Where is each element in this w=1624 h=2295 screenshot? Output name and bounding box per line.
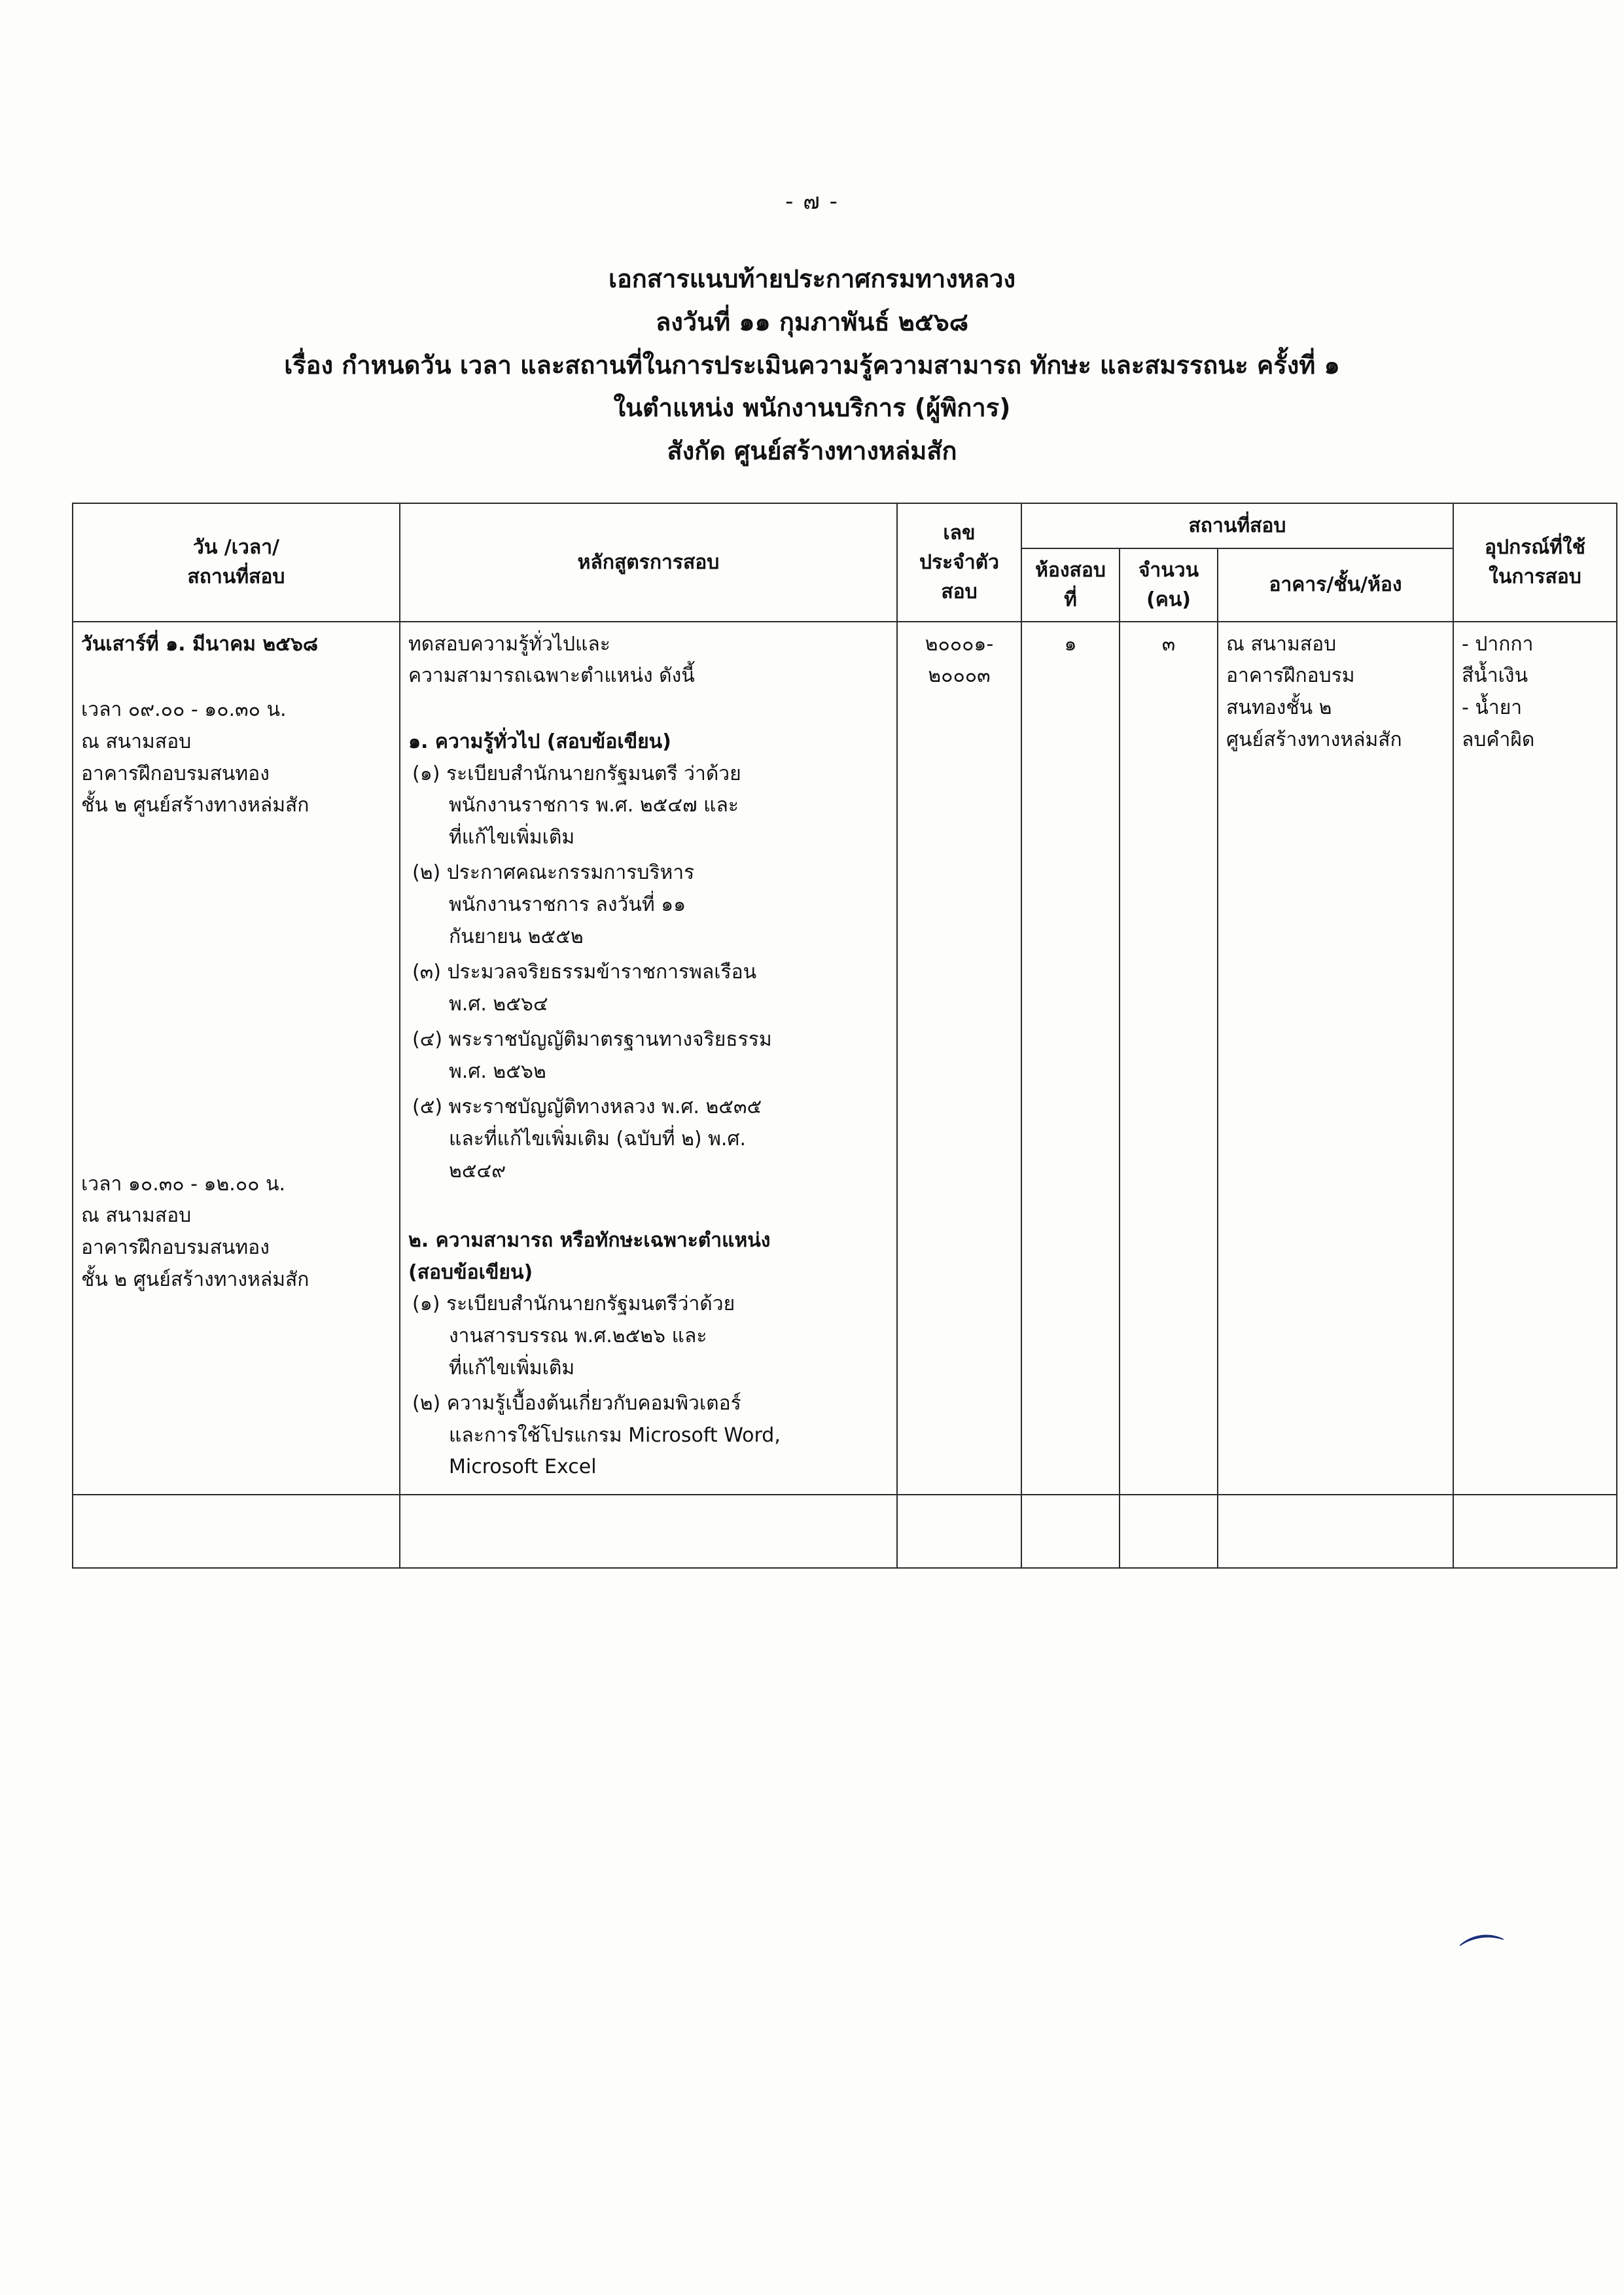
course-intro-line2: ความสามารถเฉพาะตำแหน่ง ดังนี้ (408, 664, 695, 688)
header-exam-number-line3: สอบ (941, 580, 978, 603)
item-line: (๕) พระราชบัญญัติทางหลวง พ.ศ. ๒๕๓๕ (412, 1095, 762, 1119)
spacer-2 (81, 822, 391, 1169)
table-row (73, 622, 1617, 1495)
header-line-1: เอกสารแนบท้ายประกาศกรมทางหลวง (608, 264, 1016, 293)
item-line: และที่แก้ไขเพิ่มเติม (ฉบับที่ ๒) พ.ศ. (449, 1128, 746, 1151)
cell-building (1218, 622, 1453, 1495)
page-number: - ๗ - (785, 188, 839, 215)
header-datetime-place-line1: วัน /เวลา/ (192, 536, 280, 560)
header-exam-number (897, 503, 1021, 622)
header-line-2: ลงวันที่ ๑๑ กุมภาพันธ์ ๒๕๖๘ (655, 307, 969, 336)
slot2-line-4: ชั้น ๒ ศูนย์สร้างทางหล่มสัก (81, 1268, 309, 1291)
header-room-line2: ที่ (1064, 588, 1077, 611)
cell-exam-number (897, 622, 1021, 1495)
header-building: อาคาร/ชั้น/ห้อง (1218, 548, 1453, 622)
item-line: (๒) ความรู้เบื้องต้นเกี่ยวกับคอมพิวเตอร์ (412, 1392, 741, 1415)
slot1-line-3: อาคารฝึกอบรมสนทอง (81, 762, 270, 785)
spacer-cell-g (1453, 1495, 1617, 1568)
signature-mark: ⌒ (1457, 1928, 1511, 1988)
header-equipment-line1: อุปกรณ์ที่ใช้ (1485, 536, 1585, 560)
spacer-1 (81, 660, 391, 694)
course-section2-title-line2: (สอบข้อเขียน) (408, 1260, 533, 1284)
item-line: ที่แก้ไขเพิ่มเติม (449, 825, 575, 849)
header-exam-place-group: สถานที่สอบ (1021, 503, 1453, 548)
header-count (1120, 548, 1218, 622)
item-line: พ.ศ. ๒๕๖๔ (449, 992, 548, 1016)
header-room-line1: ห้องสอบ (1035, 558, 1106, 582)
cell-equipment (1453, 622, 1617, 1495)
equipment-line-2: สีน้ำเงิน (1462, 664, 1528, 688)
document-header (0, 258, 1624, 473)
building-line-3: สนทองชั้น ๒ (1226, 696, 1332, 719)
table-bottom-spacer-row (73, 1495, 1617, 1568)
building-line-4: ศูนย์สร้างทางหล่มสัก (1226, 728, 1402, 751)
course-section2-title-line1: ๒. ความสามารถ หรือทักษะเฉพาะตำแหน่ง (408, 1229, 771, 1253)
spacer-3 (408, 692, 889, 726)
spacer-4 (408, 1191, 889, 1225)
slot2-line-3: อาคารฝึกอบรมสนทอง (81, 1236, 270, 1259)
header-count-line2: (คน) (1146, 588, 1191, 611)
equipment-line-4: ลบคำผิด (1462, 728, 1535, 751)
item-line: พ.ศ. ๒๕๖๒ (449, 1059, 546, 1083)
item-line: พนักงานราชการ ลงวันที่ ๑๑ (449, 893, 686, 916)
header-equipment-line2: ในการสอบ (1489, 565, 1581, 589)
spacer-cell-c (897, 1495, 1021, 1568)
course-intro-line1: ทดสอบความรู้ทั่วไปและ (408, 632, 610, 656)
exam-schedule-table (72, 503, 1617, 1569)
slot1-line-2: ณ สนามสอบ (81, 730, 192, 753)
item-line: (๓) ประมวลจริยธรรมข้าราชการพลเรือน (412, 961, 757, 984)
item-line: ๒๕๔๙ (449, 1159, 506, 1183)
item-line: (๔) พระราชบัญญัติมาตรฐานทางจริยธรรม (412, 1028, 772, 1052)
header-datetime-place-line2: สถานที่สอบ (187, 565, 285, 589)
building-line-1: ณ สนามสอบ (1226, 632, 1337, 656)
header-line-4: ในตำแหน่ง พนักงานบริการ (ผู้พิการ) (613, 393, 1011, 423)
item-line: ที่แก้ไขเพิ่มเติม (449, 1356, 575, 1379)
item-line: (๒) ประกาศคณะกรรมการบริหาร (412, 861, 695, 885)
item-line: Microsoft Excel (449, 1455, 597, 1479)
item-line: งานสารบรรณ พ.ศ.๒๕๒๖ และ (449, 1325, 707, 1348)
course-section2-item-2 (408, 1388, 889, 1484)
spacer-cell-f (1218, 1495, 1453, 1568)
spacer-cell-d (1021, 1495, 1120, 1568)
header-line-5: สังกัด ศูนย์สร้างทางหล่มสัก (667, 436, 957, 465)
equipment-line-1: - ปากกา (1462, 632, 1534, 656)
header-equipment (1453, 503, 1617, 622)
spacer-cell-a (73, 1495, 400, 1568)
slot1-line-4: ชั้น ๒ ศูนย์สร้างทางหล่มสัก (81, 794, 309, 817)
cell-count: ๓ (1120, 622, 1218, 1495)
equipment-line-3: - น้ำยา (1462, 696, 1523, 719)
item-line: (๑) ระเบียบสำนักนายกรัฐมนตรี ว่าด้วย (412, 762, 741, 785)
header-count-line1: จำนวน (1138, 558, 1199, 582)
header-datetime-place (73, 503, 400, 622)
slot2-line-2: ณ สนามสอบ (81, 1204, 192, 1228)
header-course: หลักสูตรการสอบ (400, 503, 897, 622)
spacer-cell-b (400, 1495, 897, 1568)
header-line-3: เรื่อง กำหนดวัน เวลา และสถานที่ในการประเมินความรู้ความสามารถ ทักษะ และสมรรถนะ ครั้งที่ ๑ (284, 350, 1340, 380)
exam-number-line2: ๒๐๐๐๓ (928, 664, 991, 688)
exam-date: วันเสาร์ที่ ๑. มีนาคม ๒๕๖๘ (81, 632, 319, 656)
cell-room: ๑ (1021, 622, 1120, 1495)
table-header-row-1 (73, 503, 1617, 548)
item-line: พนักงานราชการ พ.ศ. ๒๕๔๗ และ (449, 794, 739, 817)
course-section1-title: ๑. ความรู้ทั่วไป (สอบข้อเขียน) (408, 730, 671, 753)
spacer-cell-e (1120, 1495, 1218, 1568)
slot1-line-1: เวลา ๐๙.๐๐ - ๑๐.๓๐ น. (81, 698, 287, 722)
course-section1-item-4 (408, 1024, 889, 1088)
item-line: กันยายน ๒๕๕๒ (449, 925, 584, 948)
slot2-line-1: เวลา ๑๐.๓๐ - ๑๒.๐๐ น. (81, 1172, 286, 1196)
header-exam-number-line2: ประจำตัว (919, 550, 1000, 574)
cell-course (400, 622, 897, 1495)
course-section1-item-1 (408, 758, 889, 854)
course-section1-item-2 (408, 857, 889, 953)
cell-datetime-place (73, 622, 400, 1495)
header-room (1021, 548, 1120, 622)
header-exam-number-line1: เลข (943, 521, 976, 544)
building-line-2: อาคารฝึกอบรม (1226, 664, 1355, 688)
exam-number-line1: ๒๐๐๐๑- (925, 632, 994, 656)
course-section2-item-1 (408, 1289, 889, 1384)
exam-schedule-table-wrapper (72, 503, 1585, 1569)
item-line: (๑) ระเบียบสำนักนายกรัฐมนตรีว่าด้วย (412, 1292, 735, 1316)
course-section1-item-3 (408, 957, 889, 1020)
item-line: และการใช้โปรแกรม Microsoft Word, (449, 1423, 781, 1447)
course-section1-item-5 (408, 1092, 889, 1187)
